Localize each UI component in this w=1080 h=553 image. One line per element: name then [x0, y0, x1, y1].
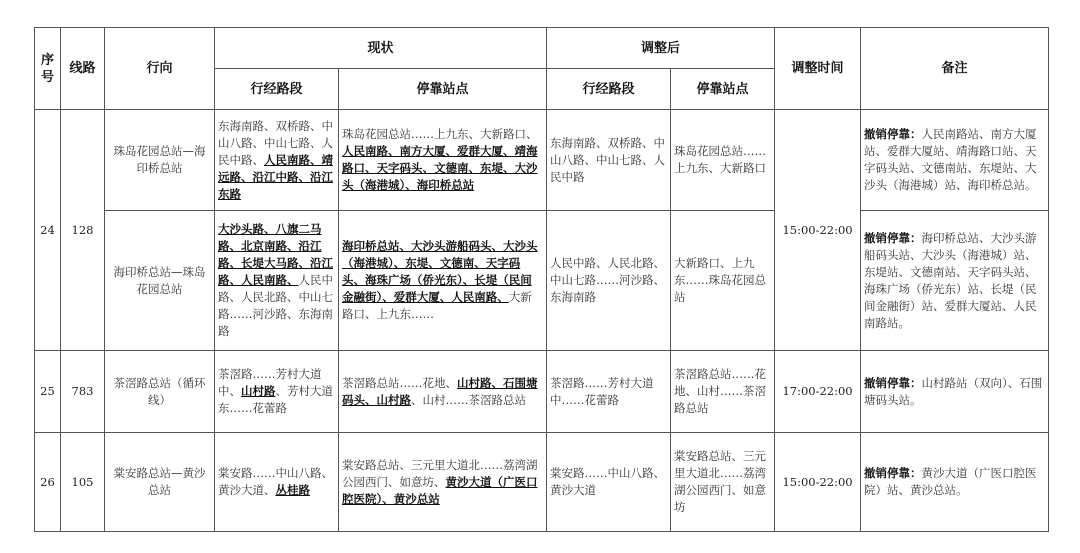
- adjust-time-cell: 15:00-22:00: [775, 110, 861, 351]
- stops-text: 棠安路总站、三元里大道北……荔湾湖公园西门、如意坊、: [342, 457, 538, 489]
- table-row: [35, 433, 1049, 532]
- line-cell: 105: [61, 433, 105, 532]
- route-text-removed: 丛桂路: [275, 483, 310, 497]
- stops-text-removed: 海印桥总站、大沙头游船码头、大沙头（海港城）、东堤、文德南、天字码头、海珠广场（侨光东）、长堤（民间金融街）、爱群大厦、人民南路、: [342, 239, 538, 304]
- route-text-removed: 山村路: [241, 384, 276, 398]
- route-adjustment-table: [34, 27, 1049, 532]
- route-text: 棠安路……中山八路、黄沙大道、: [218, 466, 333, 497]
- remark-text: 人民南路站、南方大厦站、爱群大厦站、靖海路口站、天字码头站、文德南站、东堤站、大沙头（海港城）站、海印桥总站。: [864, 127, 1037, 192]
- line-cell: 783: [61, 351, 105, 433]
- seq-cell: 26: [35, 433, 61, 532]
- header-remark: 备注: [861, 28, 1049, 110]
- header-adjusted-stops: 停靠站点: [671, 69, 775, 110]
- seq-cell: 25: [35, 351, 61, 433]
- current-route-cell: [215, 110, 339, 211]
- remark-label: 撤销停靠：: [864, 466, 922, 480]
- remark-cell: [861, 433, 1049, 532]
- direction-cell: 棠安路总站—黄沙总站: [105, 433, 215, 532]
- header-adjusted: 调整后: [547, 28, 775, 69]
- remark-label: 撤销停靠：: [864, 375, 922, 390]
- remark-text: 海印桥总站、大沙头游船码头站、大沙头（海港城）站、东堤站、文德南站、天字码头站、海珠广场（侨光东）站、长堤（民间金融街）站、爱群大厦站、人民南路站。: [864, 230, 1037, 330]
- adjust-time-cell: 17:00-22:00: [775, 351, 861, 433]
- stops-text-removed: 山村路、石围塘码头、山村路: [342, 375, 538, 407]
- stops-text-removed: 人民南路、南方大厦、爱群大厦、靖海路口、天字码头、文德南、东堤、大沙头（海港城）、海印桥总站: [342, 144, 538, 192]
- new-route-cell: 人民中路、人民北路、中山七路……河沙路、东海南路: [547, 211, 671, 351]
- route-text-removed: 大沙头路、八旗二马路、北京南路、沿江路、长堤大马路、沿江路、人民南路、: [218, 222, 333, 287]
- stops-text-removed: 黄沙大道（广医口腔医院）、黄沙总站: [342, 474, 538, 506]
- header-direction: 行向: [105, 28, 215, 110]
- current-stops-cell: [339, 110, 547, 211]
- stops-text: 珠岛花园总站……上九东、大新路口、: [342, 127, 538, 141]
- new-stops-cell: 大新路口、上九东……珠岛花园总站: [671, 211, 775, 351]
- seq-cell: 24: [35, 110, 61, 351]
- header-current-route: 行经路段: [215, 69, 339, 110]
- table-row: [35, 110, 1049, 211]
- line-cell: 128: [61, 110, 105, 351]
- direction-cell: 茶滘路总站（循环线）: [105, 351, 215, 433]
- header-seq: 序号: [35, 28, 61, 110]
- remark-cell: [861, 211, 1049, 351]
- current-stops-cell: [339, 351, 547, 433]
- header-current-stops: 停靠站点: [339, 69, 547, 110]
- new-stops-cell: 珠岛花园总站……上九东、大新路口: [671, 110, 775, 211]
- remark-text: 山村路站（双向）、石围塘码头站。: [864, 375, 1043, 407]
- route-text: 、芳村大道东……花蕾路: [218, 384, 333, 415]
- route-text-removed: 人民南路、靖远路、沿江中路、沿江东路: [218, 152, 333, 201]
- new-route-cell: 东海南路、双桥路、中山八路、中山七路、人民中路: [547, 110, 671, 211]
- new-route-cell: 棠安路……中山八路、黄沙大道: [547, 433, 671, 532]
- direction-cell: 海印桥总站—珠岛花园总站: [105, 211, 215, 351]
- current-route-cell: [215, 433, 339, 532]
- stops-text: 茶滘路总站……花地、: [342, 375, 457, 390]
- remark-text: 黄沙大道（广医口腔医院）站、黄沙总站。: [864, 466, 1037, 497]
- direction-cell: 珠岛花园总站—海印桥总站: [105, 110, 215, 211]
- header-adjusted-route: 行经路段: [547, 69, 671, 110]
- header-current: 现状: [215, 28, 547, 69]
- current-stops-cell: [339, 211, 547, 351]
- remark-label: 撤销停靠：: [864, 230, 922, 245]
- current-route-cell: [215, 351, 339, 433]
- stops-text: 大新路口、上九东……: [342, 290, 532, 321]
- stops-text: 、山村……茶滘路总站: [411, 392, 526, 407]
- remark-cell: [861, 110, 1049, 211]
- new-stops-cell: 茶滘路总站……花地、山村……茶滘路总站: [671, 351, 775, 433]
- current-route-cell: [215, 211, 339, 351]
- header-adjust-time: 调整时间: [775, 28, 861, 110]
- table-row: [35, 351, 1049, 433]
- header-line: 线路: [61, 28, 105, 110]
- remark-label: 撤销停靠：: [864, 127, 922, 141]
- route-text: 人民中路、人民北路、中山七路……河沙路、东海南路: [218, 273, 333, 338]
- adjust-time-cell: 15:00-22:00: [775, 433, 861, 532]
- new-route-cell: 茶滘路……芳村大道中……花蕾路: [547, 351, 671, 433]
- remark-cell: [861, 351, 1049, 433]
- table-row: [35, 211, 1049, 351]
- route-text: 茶滘路……芳村大道中、: [218, 367, 322, 398]
- route-text: 东海南路、双桥路、中山八路、中山七路、人民中路、: [218, 118, 333, 167]
- new-stops-cell: 棠安路总站、三元里大道北……荔湾湖公园西门、如意坊: [671, 433, 775, 532]
- current-stops-cell: [339, 433, 547, 532]
